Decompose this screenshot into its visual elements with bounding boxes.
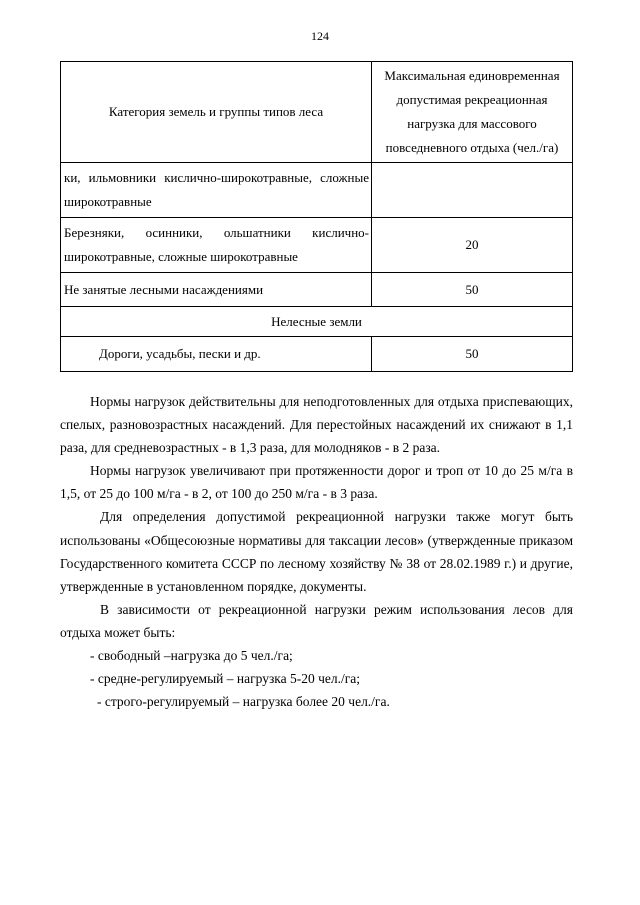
- table-header-row: [61, 62, 573, 163]
- list-item: - строго-регулируемый – нагрузка более 20 чел./га.: [97, 694, 390, 710]
- category-line: широкотравные: [64, 194, 152, 209]
- table-cell-value: 50: [372, 337, 573, 372]
- table-cell-category: Дороги, усадьбы, пески и др.: [61, 337, 372, 372]
- category-line: ки, ильмовники кислично-широкотравные, сложные: [64, 170, 369, 185]
- table-cell-value: 20: [372, 218, 573, 273]
- table-cell-value: 50: [372, 273, 573, 307]
- table-section-row: [61, 307, 573, 337]
- paragraph: Для определения допустимой рекреационной нагрузки также могут быть использованы «Общесоюзные нормативы для таксации лесов» (утвержденные приказом Государственного комитета СССР по лесному хозяйству № 38 от 28.02.1989 г.) и другие, утвержденные в установленном порядке, документы.: [60, 509, 573, 594]
- table-cell-category: [61, 163, 372, 218]
- table-section-title: Нелесные земли: [61, 307, 573, 337]
- table-row: [61, 218, 573, 273]
- header-category: Категория земель и группы типов леса: [61, 62, 372, 163]
- paragraph: Нормы нагрузок увеличивают при протяженности дорог и троп от 10 до 25 м/га в 1,5, от 25 до 100 м/га - в 2, от 100 до 250 м/га - в 3 раза.: [60, 463, 573, 502]
- list-item: - свободный –нагрузка до 5 чел./га;: [90, 648, 293, 664]
- table-row: [61, 337, 573, 372]
- body-text: [60, 390, 573, 713]
- table-cell-value: [372, 163, 573, 218]
- paragraph: Нормы нагрузок действительны для неподготовленных для отдыха приспевающих, спелых, разновозрастных насаждений. Для перестойных насаждений их снижают в 1,1 раза, для средневозрастных - в 1,3 раза, для молодняков - в 2 раза.: [60, 394, 573, 456]
- table-cell-category: Не занятые лесными насаждениями: [61, 273, 372, 307]
- header-max-load: Максимальная единовременная допустимая рекреационная нагрузка для массового повседневного отдыха (чел./га): [372, 62, 573, 163]
- recreation-load-table: [60, 61, 573, 372]
- page-number: 124: [311, 29, 329, 43]
- category-line: Березняки, осинники, ольшатники кислично-: [64, 225, 369, 240]
- list-item: - средне-регулируемый – нагрузка 5-20 чел./га;: [90, 671, 361, 687]
- table-cell-category: [61, 218, 372, 273]
- category-line: широкотравные, сложные широкотравные: [64, 249, 298, 264]
- paragraph: В зависимости от рекреационной нагрузки режим использования лесов для отдыха может быть:: [60, 601, 573, 640]
- table-row: [61, 273, 573, 307]
- table-row: [61, 163, 573, 218]
